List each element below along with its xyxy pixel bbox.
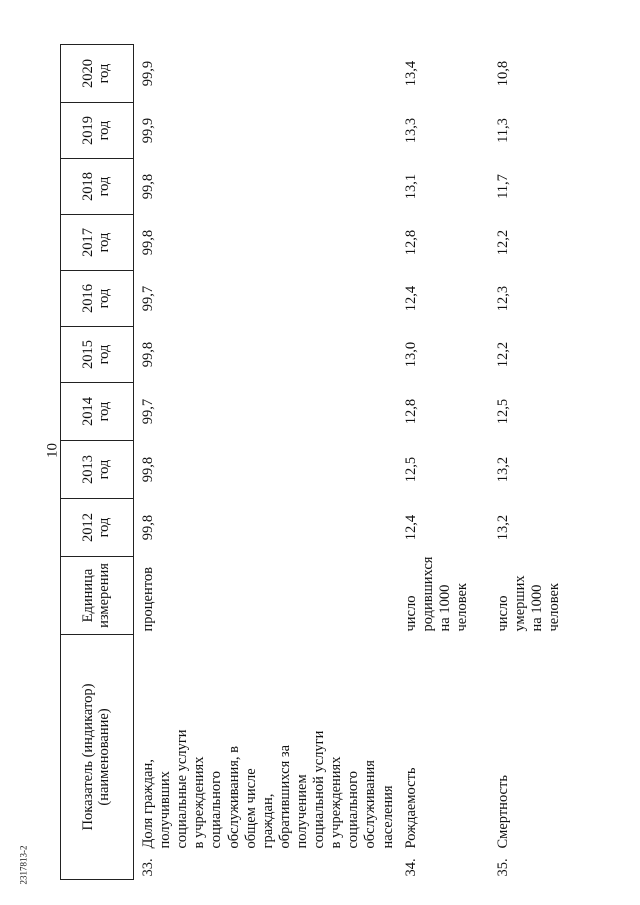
value-cell: 99,8 [140,229,156,256]
value-cell: 13,1 [402,173,419,200]
value-cell: 11,7 [494,174,511,199]
row-number: 33. [140,858,156,877]
header-year: 2013 год [61,441,134,499]
indicators-table [60,44,587,880]
row-number: 35. [494,858,511,877]
value-cell: 13,0 [402,341,419,368]
indicator-cell [397,635,489,880]
value-cell: 12,2 [494,341,511,368]
value-cell: 12,8 [402,229,419,256]
value-cell: 12,4 [402,514,419,541]
value-cell: 13,2 [494,456,511,483]
document-code: 2317813-2 [18,845,29,885]
header-indicator: Показатель (индикатор) (наименование) [61,635,134,880]
table-row [489,45,587,880]
value-cell: 13,2 [494,514,511,541]
value-cell: 13,4 [402,60,419,87]
header-year: 2017 год [61,215,134,271]
value-cell: 12,2 [494,229,511,256]
indicator-name: Рождаемость [402,767,419,849]
unit-cell: число родившихся на 1000 человек [402,556,470,632]
value-cell: 12,8 [402,398,419,425]
value-cell: 99,7 [140,285,156,312]
header-year: 2016 год [61,271,134,327]
indicator-name: Доля граждан, получивших социальные услуги в учреждениях социального обслуживания, в общем числе граждан, обратившихся за получением социальной услуги в учреждениях социального обслуживания населения [140,729,396,849]
header-year: 2012 год [61,499,134,557]
header-year: 2020 год [61,45,134,103]
table-row [134,45,397,880]
unit-cell: число умерших на 1000 человек [494,575,562,632]
row-number: 34. [402,858,419,877]
header-year: 2019 год [61,103,134,159]
value-cell: 13,3 [402,117,419,144]
unit-cell: процентов [140,567,156,632]
header-unit: Единица измерения [61,557,134,635]
value-cell: 99,8 [140,341,156,368]
page-number: 10 [44,443,61,458]
value-cell: 12,4 [402,285,419,312]
indicator-cell [134,635,397,880]
value-cell: 12,5 [494,398,511,425]
rotated-table-container [60,45,580,880]
value-cell: 99,7 [140,398,156,425]
header-year: 2015 год [61,327,134,383]
table-header-row [61,45,134,880]
value-cell: 99,8 [140,173,156,200]
header-year: 2014 год [61,383,134,441]
value-cell: 11,3 [494,118,511,143]
value-cell: 99,8 [140,514,156,541]
value-cell: 99,9 [140,60,156,87]
value-cell: 12,5 [402,456,419,483]
indicator-cell [489,635,587,880]
value-cell: 12,3 [494,285,511,312]
value-cell: 10,8 [494,60,511,87]
indicator-name: Смертность [494,775,511,849]
value-cell: 99,8 [140,456,156,483]
header-year: 2018 год [61,159,134,215]
table-row [397,45,489,880]
value-cell: 99,9 [140,117,156,144]
